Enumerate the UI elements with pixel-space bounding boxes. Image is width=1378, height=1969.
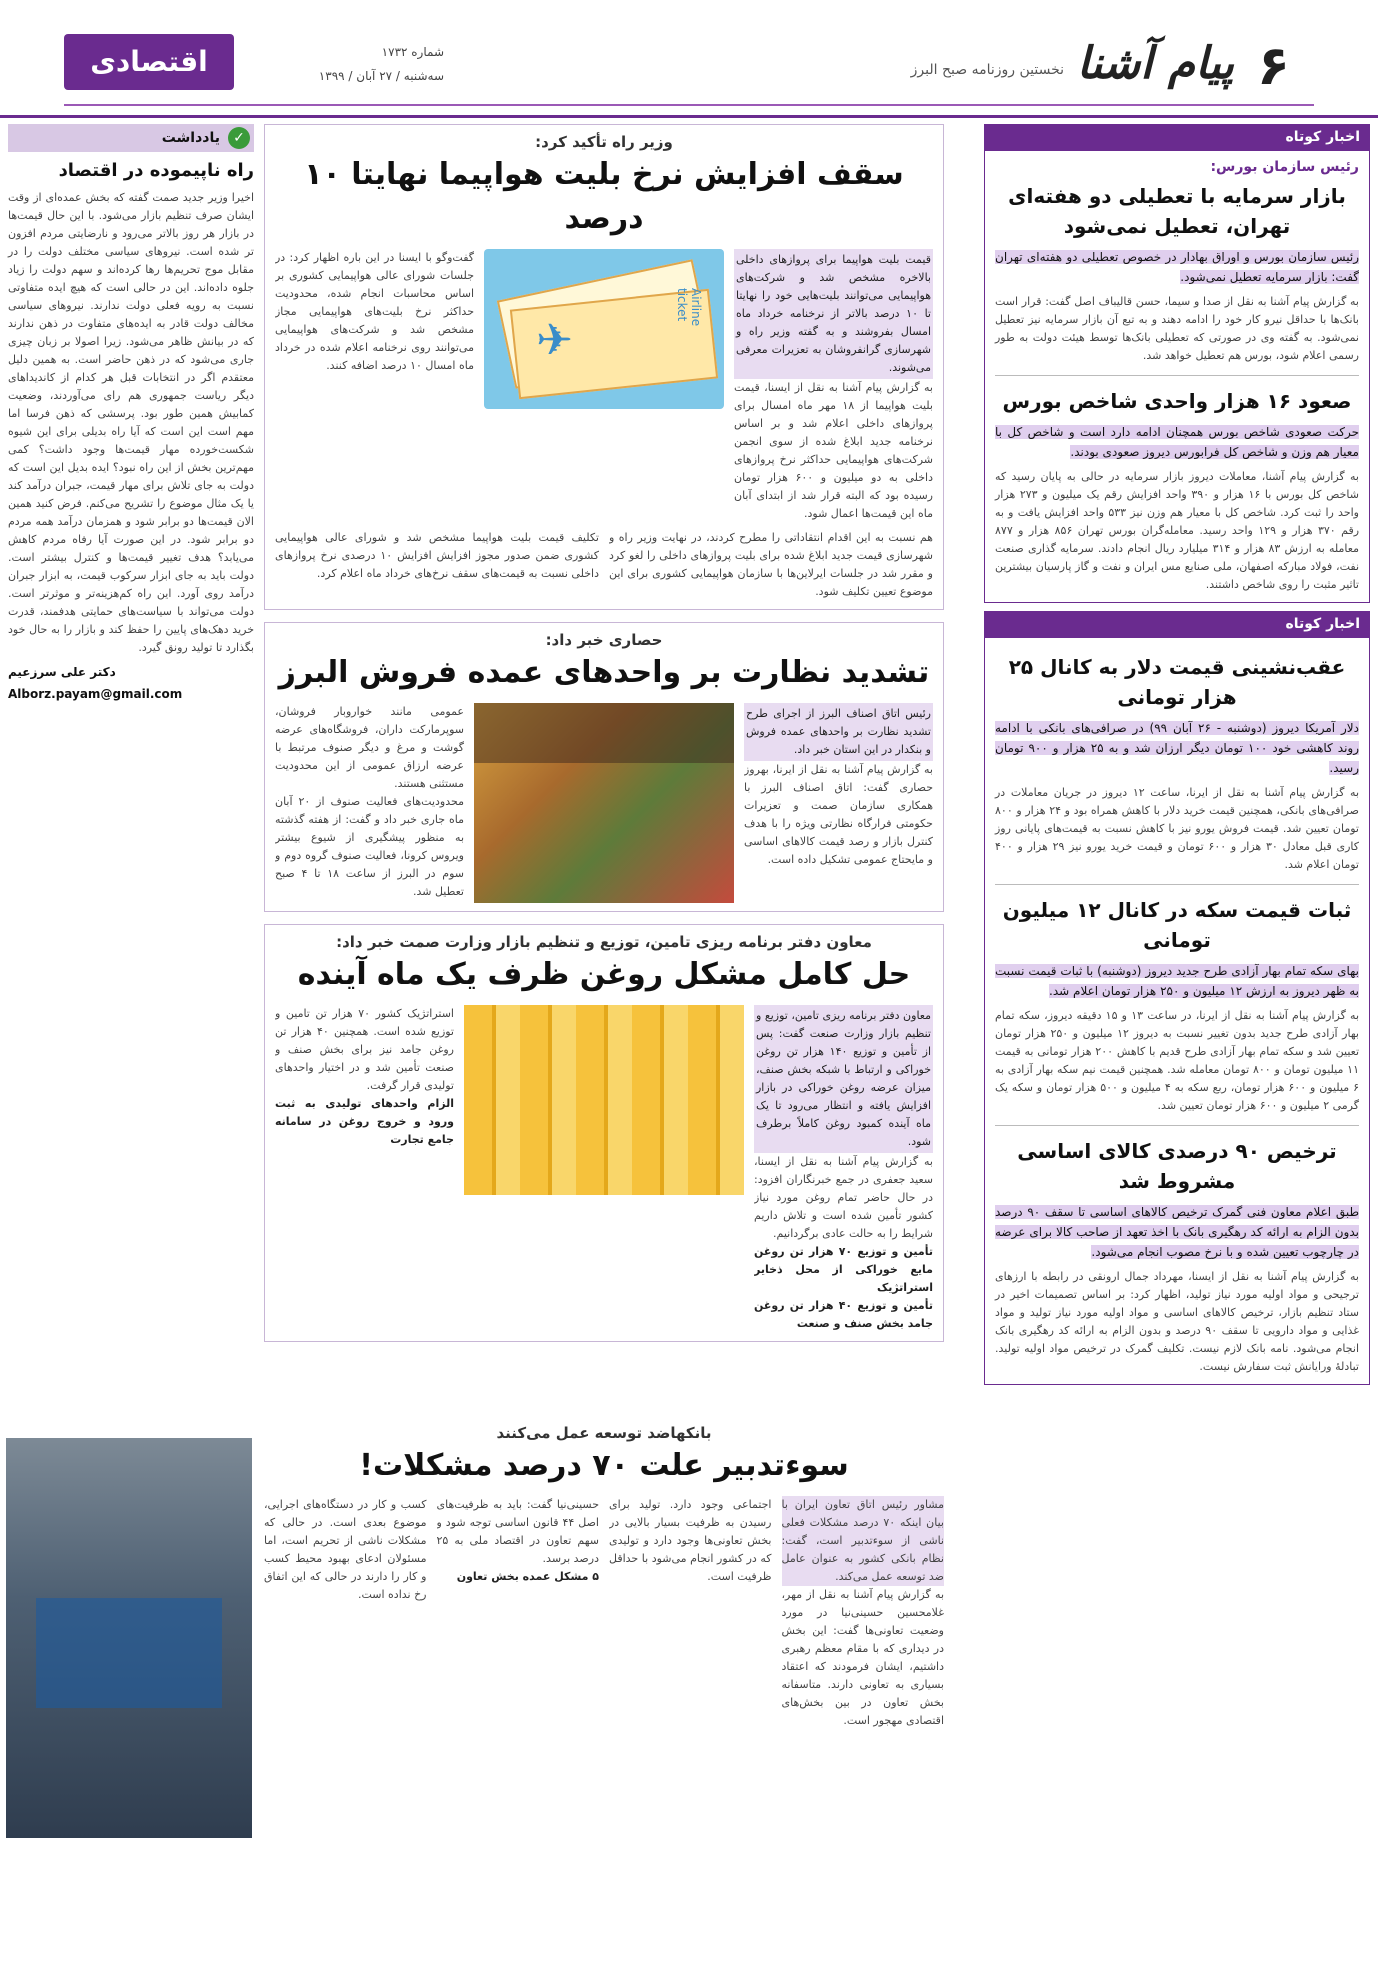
story-text: گفت‌وگو با ایسنا در این باره اظهار کرد: در جلسات شورای عالی هواپیمایی کشوری بر اساس محاسبات انجام شده، محدودیت حداکثر نرخ بلیت‌های هواپیمایی مجاز مشخص شد و شرکت‌های هواپیمایی می‌توانند روی نرخنامه اعلام شده در خرداد ماه امسال ۱۰ درصد اضافه کنند. xyxy=(275,251,474,372)
story-lead-highlight: دلار آمریکا دیروز (دوشنبه - ۲۶ آبان ۹۹) در صرافی‌های بانکی با ادامه روند کاهشی خود ۱۰۰ تومان دیگر ارزان شد و به ۲۵ هزار و ۹۰۰ تومان رسید. xyxy=(995,721,1359,775)
story-intro: معاون دفتر برنامه ریزی تامین، توزیع و تنظیم بازار وزارت صنعت گفت: پس از تأمین و توزیع ۱۴۰ هزار تن روغن خوراکی و ارتباط با شبکه بخش صنف، میزان عرضه روغن خوراکی در بازار افزایش یافته و انتظار می‌رود تا یک ماه آینده کمبود روغن کاملاً برطرف شود. xyxy=(754,1005,933,1153)
newspaper-logo: پیام آشنا xyxy=(1076,38,1234,89)
editorial-headline: راه ناپیموده در اقتصاد xyxy=(58,160,254,181)
editorial-email[interactable]: Alborz.payam@gmail.com xyxy=(8,687,183,701)
story-text: به گزارش پیام آشنا به نقل از ایرنا، ساعت ۱۲ دیروز در جریان معاملات در صرافی‌های بانکی، همچنین قیمت خرید دلار با کاهش همراه بود و ۲۴ هزار و ۸۰۰ تومان تعیین شد. قیمت فروش یورو نیز با کاهش نسبت به قیمت‌های پایانی روز کاری قبل معادل ۳۰ هزار و ۶۰۰ تومان و قیمت خرید یورو نیز ۲۹ هزار و ۴۰۰ تومان اعلام شد. xyxy=(995,786,1360,871)
editorial-label: یادداشت xyxy=(161,130,220,146)
story-text: محدودیت‌های فعالیت صنوف از ۲۰ آبان ماه جاری خبر داد و گفت: از هفته گذشته به منظور پیشگیری از شیوع بیشتر ویروس کرونا، فعالیت صنوف گروه دوم و سوم در البرز از ساعت ۱۸ تا ۴ صبح تعطیل شد. xyxy=(275,795,464,898)
ticket-label: Airline ticket xyxy=(675,288,703,327)
story-text: به گزارش پیام آشنا به نقل از مهر، غلامحسین حسینی‌نیا در مورد وضعیت تعاونی‌ها گفت: این بخش در دیداری که با مقام معظم رهبری داشتیم، ایشان فرمودند که اعتقاد بسیاری به تعاونی دارند. متاسفانه بخش تعاون در بین بخش‌های اقتصادی مهجور است. xyxy=(781,1588,944,1727)
issue-info xyxy=(254,40,444,88)
wholesale-story xyxy=(264,622,944,912)
short-news-box-2 xyxy=(984,637,1370,1385)
story-kicker: حصاری خبر داد: xyxy=(545,631,663,649)
story-lead xyxy=(995,1202,1359,1262)
story-kicker: وزیر راه تأکید کرد: xyxy=(535,133,673,151)
story-text: به گزارش پیام آشنا به نقل از ایسنا، مهرداد جمال ارونقی در رابطه با ارزهای ترجیحی و مواد اولیه مورد نیاز تولید، اظهار کرد: بر اساس تصمیمات اخیر در ستاد تنظیم بازار، ترخیص کالاهای اساسی و مواد اولیه مورد نیاز تولید و مواد غذایی و مواد دارویی تا سقف ۹۰ درصد و بدون الزام به ارائه کد رهگیری بانک انجام می‌شود. نامه بانک لازم نیست. تکلیف گمرک در ترخیص مواد اولیه تولید. تبادلۀ ورایانش ثبت سفارش نیست. xyxy=(995,1270,1359,1373)
story-text: به گزارش پیام آشنا به نقل از ایسنا، سعید جعفری در جمع خبرنگاران افزود: در حال حاضر تمام روغن مورد نیاز کشور تأمین شده است و تلاش داریم شرایط را به حالت عادی برگردانیم. xyxy=(754,1155,933,1240)
story-column: تکلیف قیمت بلیت هواپیما مشخص شد و شورای عالی هواپیمایی کشوری ضمن صدور مجوز افزایش افزایش ۱۰ درصدی نرخ پروازهای داخلی نسبت به قیمت‌های سقف نرخ‌های خرداد ماه اعلام کرد. xyxy=(275,531,599,580)
middle-column xyxy=(264,124,944,1354)
story-column xyxy=(275,249,474,523)
editorial-author: دکتر علی سرزعیم xyxy=(8,665,116,679)
story-lead xyxy=(995,961,1359,1001)
story-intro: رئیس اتاق اصناف البرز از اجرای طرح تشدید نظارت بر واحدهای عمده فروش و بنکدار در این استان خبر داد. xyxy=(744,703,933,761)
story-body xyxy=(275,703,933,903)
story-column xyxy=(275,703,464,903)
story-text: به گزارش پیام آشنا به نقل از ایرنا، بهروز حصاری گفت: اتاق اصناف البرز با همکاری سازمان صمت و تعزیرات حکومتی فرارگاه نظارتی ویژه را با هدف کنترل بازار و رصد قیمت کالاهای اساسی و مایحتاج عمومی تشکیل داده است. xyxy=(744,763,933,866)
story-text: به گزارش پیام آشنا به نقل از صدا و سیما، حسن قالیباف اصل گفت: قرار است بانک‌ها با حداقل نیرو کار خود را ادامه دهند و به تبع آن بازار سرمایه نیز تعطیل نمی‌شود. به گفته وی در صورتی که تعطیلی بانک‌ها توسط هیئت دولت به طور رسمی اعلام شود، بورس هم تعطیل خواهد شد. xyxy=(995,295,1359,362)
story-body xyxy=(264,1496,944,1916)
story-kicker: بانکهاضد توسعه عمل می‌کنند xyxy=(496,1424,712,1442)
short-news-header: اخبار کوتاه xyxy=(984,124,1370,150)
story-column xyxy=(782,1496,945,1916)
story-subhead: تأمین و توزیع ۷۰ هزار تن روغن مایع خوراکی از محل ذخایر استراتژیک xyxy=(754,1245,933,1294)
issue-date: سه‌شنبه / ۲۷ آبان / ۱۳۹۹ xyxy=(318,69,444,83)
divider xyxy=(995,884,1359,885)
story-headline: ترخیص ۹۰ درصدی کالای اساسی مشروط شد xyxy=(1017,1139,1337,1193)
story-headline: حل کامل مشکل روغن ظرف یک ماه آینده xyxy=(297,957,911,992)
story-text: به گزارش پیام آشنا به نقل از ایرنا، در ساعت ۱۳ و ۱۵ دقیقه دیروز، سکه تمام بهار آزادی طرح جدید بدون تغییر نسبت به دیروز ۱۲ میلیون و ۲۵۰ هزار تومان تعیین شد و سکه تمام بهار آزادی طرح قدیم با کاهش ۲۰۰ هزار تومانی به قیمت ۱۱ میلیون تومان و ۸۰۰ تومان معامله شد. همچنین قیمت نیم سکه بهار آزادی به ۶ میلیون و ۶۰۰ هزار تومان، ربع سکه به ۴ میلیون و ۵۰۰ هزار تومان و سکه یک گرمی ۲ میلیون و ۶۰۰ هزار تومان تعیین شد. xyxy=(995,1009,1360,1112)
check-icon: ✓ xyxy=(228,127,250,149)
story-headline: صعود ۱۶ هزار واحدی شاخص بورس xyxy=(1002,389,1352,413)
story-headline: تشدید نظارت بر واحدهای عمده فروش البرز xyxy=(278,655,930,690)
story-lead xyxy=(995,247,1359,287)
story-text: استراتژیک کشور ۷۰ هزار تن تامین و توزیع شده است. همچنین ۴۰ هزار تن روغن جامد نیز برای بخش صنف و صنعت تأمین شد و در اختیار واحدهای تولیدی قرار گرفت. xyxy=(275,1007,454,1092)
editorial-text: اخیرا وزیر جدید صمت گفته که بخش عمده‌ای از وقت ایشان صرف تنظیم بازار می‌شود. با این حال قیمت‌ها در بازار هر روز بالاتر می‌رود و نارضایتی مردم افزون تر شده است. نیروهای سیاسی مختلف دولت را در مقابل موج تحریم‌ها رها کرده‌اند و سهم دولت را زیاد جلوه داده‌اند. این در حالی است که هیچ ایده متفاوتی نسبت به رویه فعلی دولت ندارند. نیروهای سیاسی مخالف دولت قادر به ایده‌های متفاوت در ذهن ندارند که در بیانش ظاهر می‌شود. زیرا اصولا بر زبان چیزی جاری می‌شود که در ذهن حاضر است. به همین دلیل معتقدم اگر در انتخابات قبل هر کدام از کاندیداهای دیگر ریاست جمهوری هم رای می‌آوردند، وضعیت کمابیش همین طور بود. پرسشی که ذهن فرسا اما مهم است این است که آیا راه بدیلی برای این شیوه شکست‌خورده مهار قیمت‌ها وجود داشت؟ کمی مهم‌ترین بخش از این راه نبود؟ ایده بدیل این است که دولت به جای تلاش برای مهار قیمت، جبران درآمد کند یا یک مثال موضوع را تشریح می‌کنم. فرض کنید همین الان قیمت‌ها دو برابر شود و همزمان درآمد همه مردم دو برابر شود. در این صورت آیا رفاه مردم کاهش می‌یابد؟ هدف تغییر قیمت‌ها و کنترل بیشتر است. دولت باید به جای ابزار سرکوب قیمت، به ابزار جبران درآمد روی آورد. این راه کم‌هزینه‌تر و موثرتر است. دولت می‌تواند با سیاست‌های حمایتی هدفمند، قدرت خرید دهک‌های پایین را حفظ کند و بازار را به حال خود بگذارد تا تولید رونق گیرد. xyxy=(8,191,254,654)
section-badge: اقتصادی xyxy=(64,34,234,90)
story-column xyxy=(734,249,933,523)
right-column xyxy=(984,124,1370,1962)
story-headline: ثبات قیمت سکه در کانال ۱۲ میلیون تومانی xyxy=(1002,898,1352,952)
short-news-header: اخبار کوتاه xyxy=(984,611,1370,637)
story-body xyxy=(275,249,933,523)
factory-photo xyxy=(6,1438,252,1838)
left-column xyxy=(8,124,254,1424)
cooking-oil-story xyxy=(264,924,944,1342)
story-column: کسب و کار در دستگاه‌های اجرایی، موضوع بعدی است. در حالی که مشکلات ناشی از تحریم است، اما مسئولان ادعای بهبود محیط کسب و کار را دارند در حالی که این اتفاق رخ نداده است. xyxy=(264,1498,427,1601)
story-column xyxy=(754,1005,933,1333)
story-text: حسینی‌نیا گفت: باید به ظرفیت‌های اصل ۴۴ قانون اساسی توجه شود و سهم تعاون در اقتصاد ملی به ۲۵ درصد برسد. xyxy=(436,1498,599,1565)
story-headline: بازار سرمایه با تعطیلی دو هفته‌ای تهران، تعطیل نمی‌شود xyxy=(1008,184,1346,238)
story-text: عمومی مانند خواروبار فروشان، سوپرمارکت داران، فروشگاه‌های عرضه گوشت و مرغ و دیگر صنوف مرتبط با عرضه ارزاق عمومی از این محدودیت مستثنی هستند. xyxy=(275,705,464,790)
airline-ticket-image xyxy=(484,249,724,409)
story-column xyxy=(744,703,933,903)
story-subhead: تأمین و توزیع ۴۰ هزار تن روغن جامد بخش صنف و صنعت xyxy=(754,1299,933,1330)
story-text: به گزارش پیام آشنا به نقل از ایسنا، قیمت بلیت هواپیما از ۱۸ مهر ماه امسال برای پروازهای داخلی اعلام شد و بر اساس نرخنامه جدید ابلاغ شده از سوی انجمن شرکت‌های هواپیمایی حداکثر نرخ پروازهای داخلی به دو میلیون و ۶۰۰ هزار تومان رسیده بود که البته قرار شد از ابتدای آبان ماه این قیمت‌ها اعمال شود. xyxy=(734,381,933,520)
story-lead-highlight: بهای سکه تمام بهار آزادی طرح جدید دیروز (دوشنبه) با ثبات قیمت نسبت به ظهر دیروز به ارزش ۱۲ میلیون و ۲۵۰ هزار تومان اعلام شد. xyxy=(995,964,1359,998)
story-body xyxy=(275,1005,933,1333)
airfare-story xyxy=(264,124,944,610)
story-subhead: ۵ مشکل عمده بخش تعاون xyxy=(456,1570,599,1583)
editorial-bar xyxy=(8,124,254,152)
story-column xyxy=(275,1005,454,1333)
masthead-inner xyxy=(64,34,1314,98)
market-photo xyxy=(474,703,734,903)
story-lead xyxy=(995,718,1359,778)
story-column xyxy=(437,1496,600,1916)
story-column: اجتماعی وجود دارد. تولید برای رسیدن به ظرفیت بسیار بالایی در بخش تعاونی‌ها وجود دارد و تولیدی که در کشور انجام می‌شود با حداقل ظرفیت است. xyxy=(609,1498,772,1583)
divider xyxy=(995,375,1359,376)
divider xyxy=(995,1125,1359,1126)
story-kicker: معاون دفتر برنامه ریزی تامین، توزیع و تنظیم بازار وزارت صمت خبر داد: xyxy=(336,933,872,951)
story-subhead: الزام واحدهای تولیدی به ثبت ورود و خروج روغن در سامانه جامع تجارت xyxy=(275,1097,454,1146)
page-number: ۶ xyxy=(1257,34,1290,97)
tagline: نخستین روزنامه صبح البرز xyxy=(910,62,1064,78)
story-headline: سوءتدبیر علت ۷۰ درصد مشکلات! xyxy=(359,1448,849,1483)
masthead-divider xyxy=(64,104,1314,106)
story-intro: قیمت بلیت هواپیما برای پروازهای داخلی بالاخره مشخص شد و شرکت‌های هواپیمایی می‌توانند بلیت‌هایی خود را نهایتا تا ۱۰ درصد بالاتر از نرخنامه خرداد ماه امسال بفروشند و به گفته وزیر راه و شهرسازی گرانفروشان به تعزیرات معرفی می‌شوند. xyxy=(734,249,933,379)
cooperatives-story xyxy=(264,1424,944,1954)
story-body xyxy=(275,529,933,601)
story-lead-highlight: طبق اعلام معاون فنی گمرک ترخیص کالاهای اساسی تا سقف ۹۰ درصد بدون الزام به ارائه کد رهگیری بانک با اخذ تعهد از صاحب کالا برای عرضه در چارچوب تعیین شده و با نرخ مصوب انجام می‌شود. xyxy=(995,1205,1359,1259)
masthead xyxy=(0,0,1378,118)
airplane-icon: ✈ xyxy=(536,315,573,366)
story-kicker: رئیس سازمان بورس: xyxy=(1210,159,1359,175)
oil-bottles-photo xyxy=(464,1005,744,1195)
story-lead-highlight: رئیس سازمان بورس و اوراق بهادار در خصوص تعطیلی دو هفته‌ای تهران گفت: بازار سرمایه تعطیل نمی‌شود. xyxy=(995,250,1359,284)
short-news-box-1 xyxy=(984,150,1370,603)
story-lead-highlight: حرکت صعودی شاخص بورس همچنان ادامه دارد است و شاخص کل با معیار هم وزن و شاخص کل فرابورس دیروز صعودی بودند. xyxy=(995,425,1359,459)
story-column: هم نسبت به این اقدام انتقاداتی را مطرح کردند، در نهایت وزیر راه و شهرسازی قیمت جدید ابلاغ شده برای بلیت پروازهای داخلی را لغو کرد و مقرر شد در جلسات ایرلاین‌ها با سازمان هواپیمایی کشوری برای این موضوع تعیین تکلیف شود. xyxy=(609,531,933,598)
story-headline: عقب‌نشینی قیمت دلار به کانال ۲۵ هزار تومانی xyxy=(1008,655,1346,709)
issue-number: شماره ۱۷۳۲ xyxy=(381,45,444,59)
story-lead xyxy=(995,422,1359,462)
story-intro: مشاور رئیس اتاق تعاون ایران با بیان اینکه ۷۰ درصد مشکلات فعلی ناشی از سوءتدبیر است، گفت: نظام بانکی کشور به عنوان عامل ضد توسعه عمل می‌کند. xyxy=(782,1496,945,1586)
story-text: به گزارش پیام آشنا، معاملات دیروز بازار سرمایه در حالی به پایان رسید که شاخص کل بورس با ۱۶ هزار و ۳۹۰ واحد افزایش رقم یک میلیون و ۲۷۳ هزار واحد را ثبت کرد. شاخص کل با معیار هم وزن نیز ۵۳۳ واحد افزایش یافت و به رقم ۳۷۰ هزار و ۱۲۹ واحد رسید. معامله‌گران بورس تهران ۸۵۶ هزار و ۸۷۷ معامله به ارزش ۸۳ هزار و ۳۱۴ میلیارد ریال انجام دادند. سرمایه گذاری صنعت نفت، فولاد مبارکه اصفهان، ملی صنایع مس ایران و نفت و گاز پارسیان بیشترین تاثیر مثبت را روی شاخص داشتند. xyxy=(995,470,1360,591)
story-headline: سقف افزایش نرخ بلیت هواپیما نهایتا ۱۰ درصد xyxy=(304,157,904,236)
